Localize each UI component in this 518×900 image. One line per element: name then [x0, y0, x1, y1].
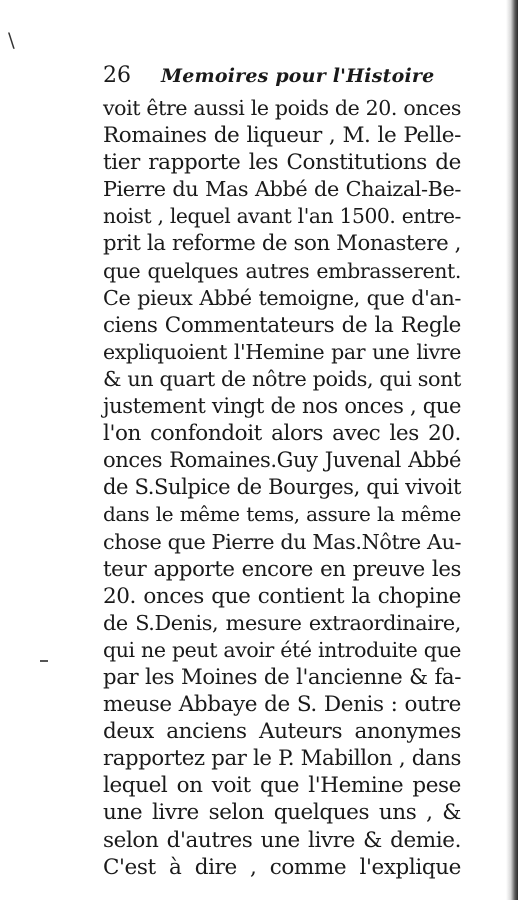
text-line: noist , lequel avant l'an 1500. entre- — [103, 204, 461, 229]
text-line: voit être aussi le poids de 20. onces — [103, 96, 461, 120]
page-number: 26 — [103, 63, 131, 88]
text-line: ciens Commentateurs de la Regle — [103, 312, 461, 338]
text-line: que quelques autres embrasserent. — [103, 258, 461, 283]
text-line: de S.Sulpice de Bourges, qui vivoit — [103, 475, 461, 500]
text-line: Pierre du Mas Abbé de Chaizal-Be- — [103, 177, 461, 202]
text-line: onces Romaines.Guy Juvenal Abbé — [103, 448, 461, 473]
text-line: qui ne peut avoir été introduite que — [103, 637, 461, 662]
text-line: rapportez par le P. Mabillon , dans — [103, 746, 461, 772]
text-line: C'est à dire , comme l'explique — [103, 854, 461, 880]
body-text — [103, 95, 461, 881]
text-line: 20. onces que contient la chopine — [103, 583, 461, 609]
text-line: justement vingt de nos onces , que — [103, 394, 461, 419]
text-line: dans le même tems, assure la même — [103, 502, 461, 527]
text-line: expliquoient l'Hemine par une livre — [103, 339, 461, 364]
text-line: selon d'autres une livre & demie. — [103, 827, 461, 853]
text-line: lequel on voit que l'Hemine pese — [103, 773, 461, 799]
text-line: l'on confondoit alors avec les 20. — [103, 421, 461, 447]
text-line: une livre selon quelques uns , & — [103, 800, 461, 826]
text-line: teur apporte encore en preuve les — [103, 556, 461, 582]
text-line: Ce pieux Abbé temoigne, que d'an- — [103, 285, 461, 310]
running-title: Memoires pour l'Histoire — [161, 65, 435, 87]
text-line: prit la reforme de son Monastere , — [103, 231, 461, 257]
text-line: meuse Abbaye de S. Denis : outre — [103, 692, 461, 718]
text-line: tier rapporte les Constitutions de — [103, 150, 461, 176]
margin-dot — [40, 660, 48, 662]
running-head — [103, 63, 463, 95]
text-line: chose que Pierre du Mas.Nôtre Au- — [103, 529, 462, 554]
page-binding-edge — [506, 0, 518, 900]
text-line: deux anciens Auteurs anonymes — [103, 719, 461, 745]
text-line: Romaines de liqueur , M. le Pelle- — [103, 123, 461, 149]
text-line: & un quart de nôtre poids, qui sont — [103, 366, 461, 391]
text-line: de S.Denis, mesure extraordinaire, — [103, 610, 461, 635]
text-line: par les Moines de l'ancienne & fa- — [103, 664, 461, 690]
margin-mark: \ — [8, 28, 15, 52]
